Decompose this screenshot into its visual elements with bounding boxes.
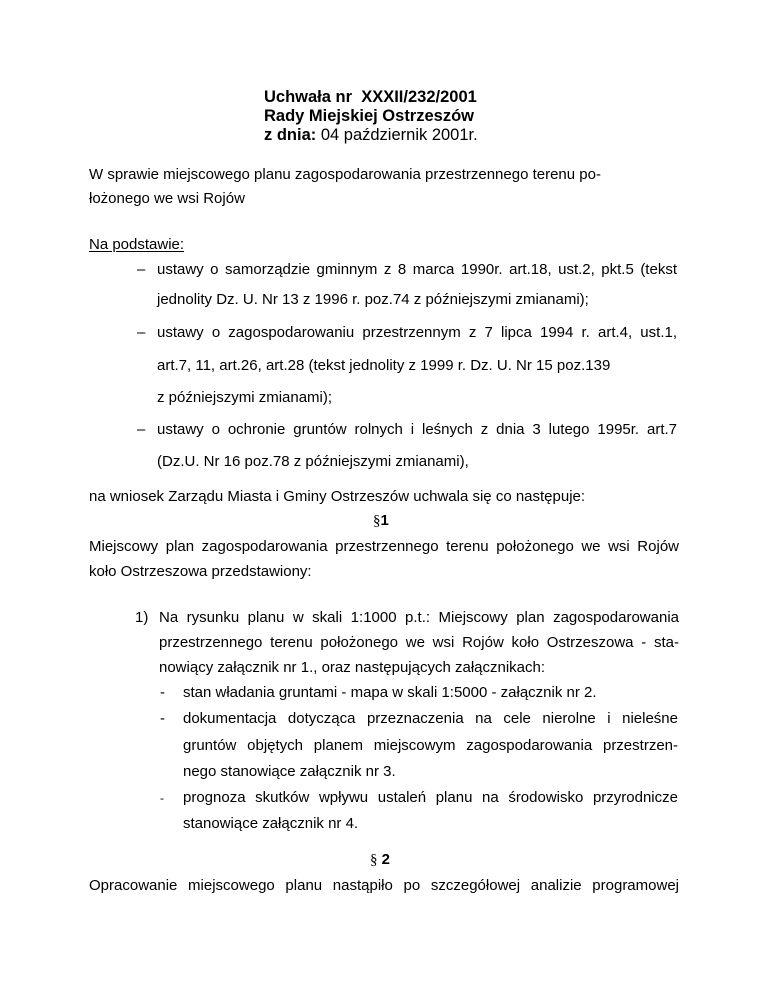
section-1-heading — [373, 512, 389, 530]
subitem-3-line-2: stanowiące załącznik nr 4. — [183, 815, 359, 832]
resolution-date — [264, 126, 478, 145]
basis-dash-1: – — [137, 261, 146, 278]
basis-item-1-line-1: ustawy o samorządzie gminnym z 8 marca 1990r. art.18, ust.2, pkt.5 (tekst — [157, 261, 677, 278]
section-1-line-1: Miejscowy plan zagospodarowania przestrzennego terenu położonego we wsi Rojów — [89, 538, 679, 555]
basis-item-2-line-3: z późniejszymi zmianami); — [157, 389, 333, 406]
section-1-line-2: koło Ostrzeszowa przedstawiony: — [89, 563, 312, 580]
resolution-number — [264, 88, 477, 107]
subject-line-1: W sprawie miejscowego planu zagospodarowania przestrzennego terenu po- — [89, 166, 601, 183]
motion-text: na wniosek Zarządu Miasta i Gminy Ostrzeszów uchwala się co następuje: — [89, 488, 586, 505]
section-number: 2 — [381, 851, 391, 868]
point-1-line-3: nowiący załącznik nr 1., oraz następujących załącznikach: — [159, 659, 546, 676]
subitem-2-line-3: nego stanowiące załącznik nr 3. — [183, 763, 396, 780]
point-1-marker: 1) — [135, 609, 149, 626]
section-symbol: § — [370, 852, 378, 868]
subject-line-2: łożonego we wsi Rojów — [89, 190, 245, 207]
date-value: 04 październik 2001r. — [320, 126, 478, 144]
resolution-prefix: Uchwała nr — [264, 88, 353, 106]
basis-dash-3: – — [137, 421, 146, 438]
resolution-id: XXXII/232/2001 — [361, 88, 477, 106]
basis-item-2-line-1: ustawy o zagospodarowaniu przestrzennym z 7 lipca 1994 r. art.4, ust.1, — [157, 324, 677, 341]
section-symbol: § — [373, 513, 381, 529]
subitem-3-line-1: prognoza skutków wpływu ustaleń planu na środowisko przyrodnicze — [183, 789, 678, 806]
subitem-dash-3: - — [160, 791, 164, 805]
subitem-1-line-1: stan władania gruntami - mapa w skali 1:5000 - załącznik nr 2. — [183, 684, 597, 701]
point-1-line-2: przestrzennego terenu położonego we wsi Rojów koło Ostrzeszowa - sta- — [159, 634, 679, 651]
basis-dash-2: – — [137, 324, 146, 341]
point-1-line-1: Na rysunku planu w skali 1:1000 p.t.: Miejscowy plan zagospodarowania — [159, 609, 679, 626]
basis-item-3-line-2: (Dz.U. Nr 16 poz.78 z późniejszymi zmianami), — [157, 453, 469, 470]
section-2-line-1: Opracowanie miejscowego planu nastąpiło po szczegółowej analizie programowej — [89, 877, 679, 894]
section-2-heading — [370, 851, 390, 869]
date-label: z dnia: — [264, 126, 317, 144]
council-name: Rady Miejskiej Ostrzeszów — [264, 107, 474, 125]
basis-label — [89, 236, 184, 254]
subitem-dash-1: - — [160, 684, 165, 701]
subitem-dash-2: - — [160, 710, 165, 727]
basis-item-2-line-2: art.7, 11, art.26, art.28 (tekst jednolity z 1999 r. Dz. U. Nr 15 poz.139 — [157, 357, 611, 374]
subitem-2-line-1: dokumentacja dotycząca przeznaczenia na cele nierolne i nieleśne — [183, 710, 678, 727]
basis-item-3-line-1: ustawy o ochronie gruntów rolnych i leśnych z dnia 3 lutego 1995r. art.7 — [157, 421, 677, 438]
basis-label-text: Na podstawie: — [89, 236, 185, 253]
section-number: 1 — [380, 512, 389, 529]
subitem-2-line-2: gruntów objętych planem miejscowym zagospodarowania przestrzen- — [183, 737, 678, 754]
basis-item-1-line-2: jednolity Dz. U. Nr 13 z 1996 r. poz.74 z późniejszymi zmianami); — [157, 291, 589, 308]
